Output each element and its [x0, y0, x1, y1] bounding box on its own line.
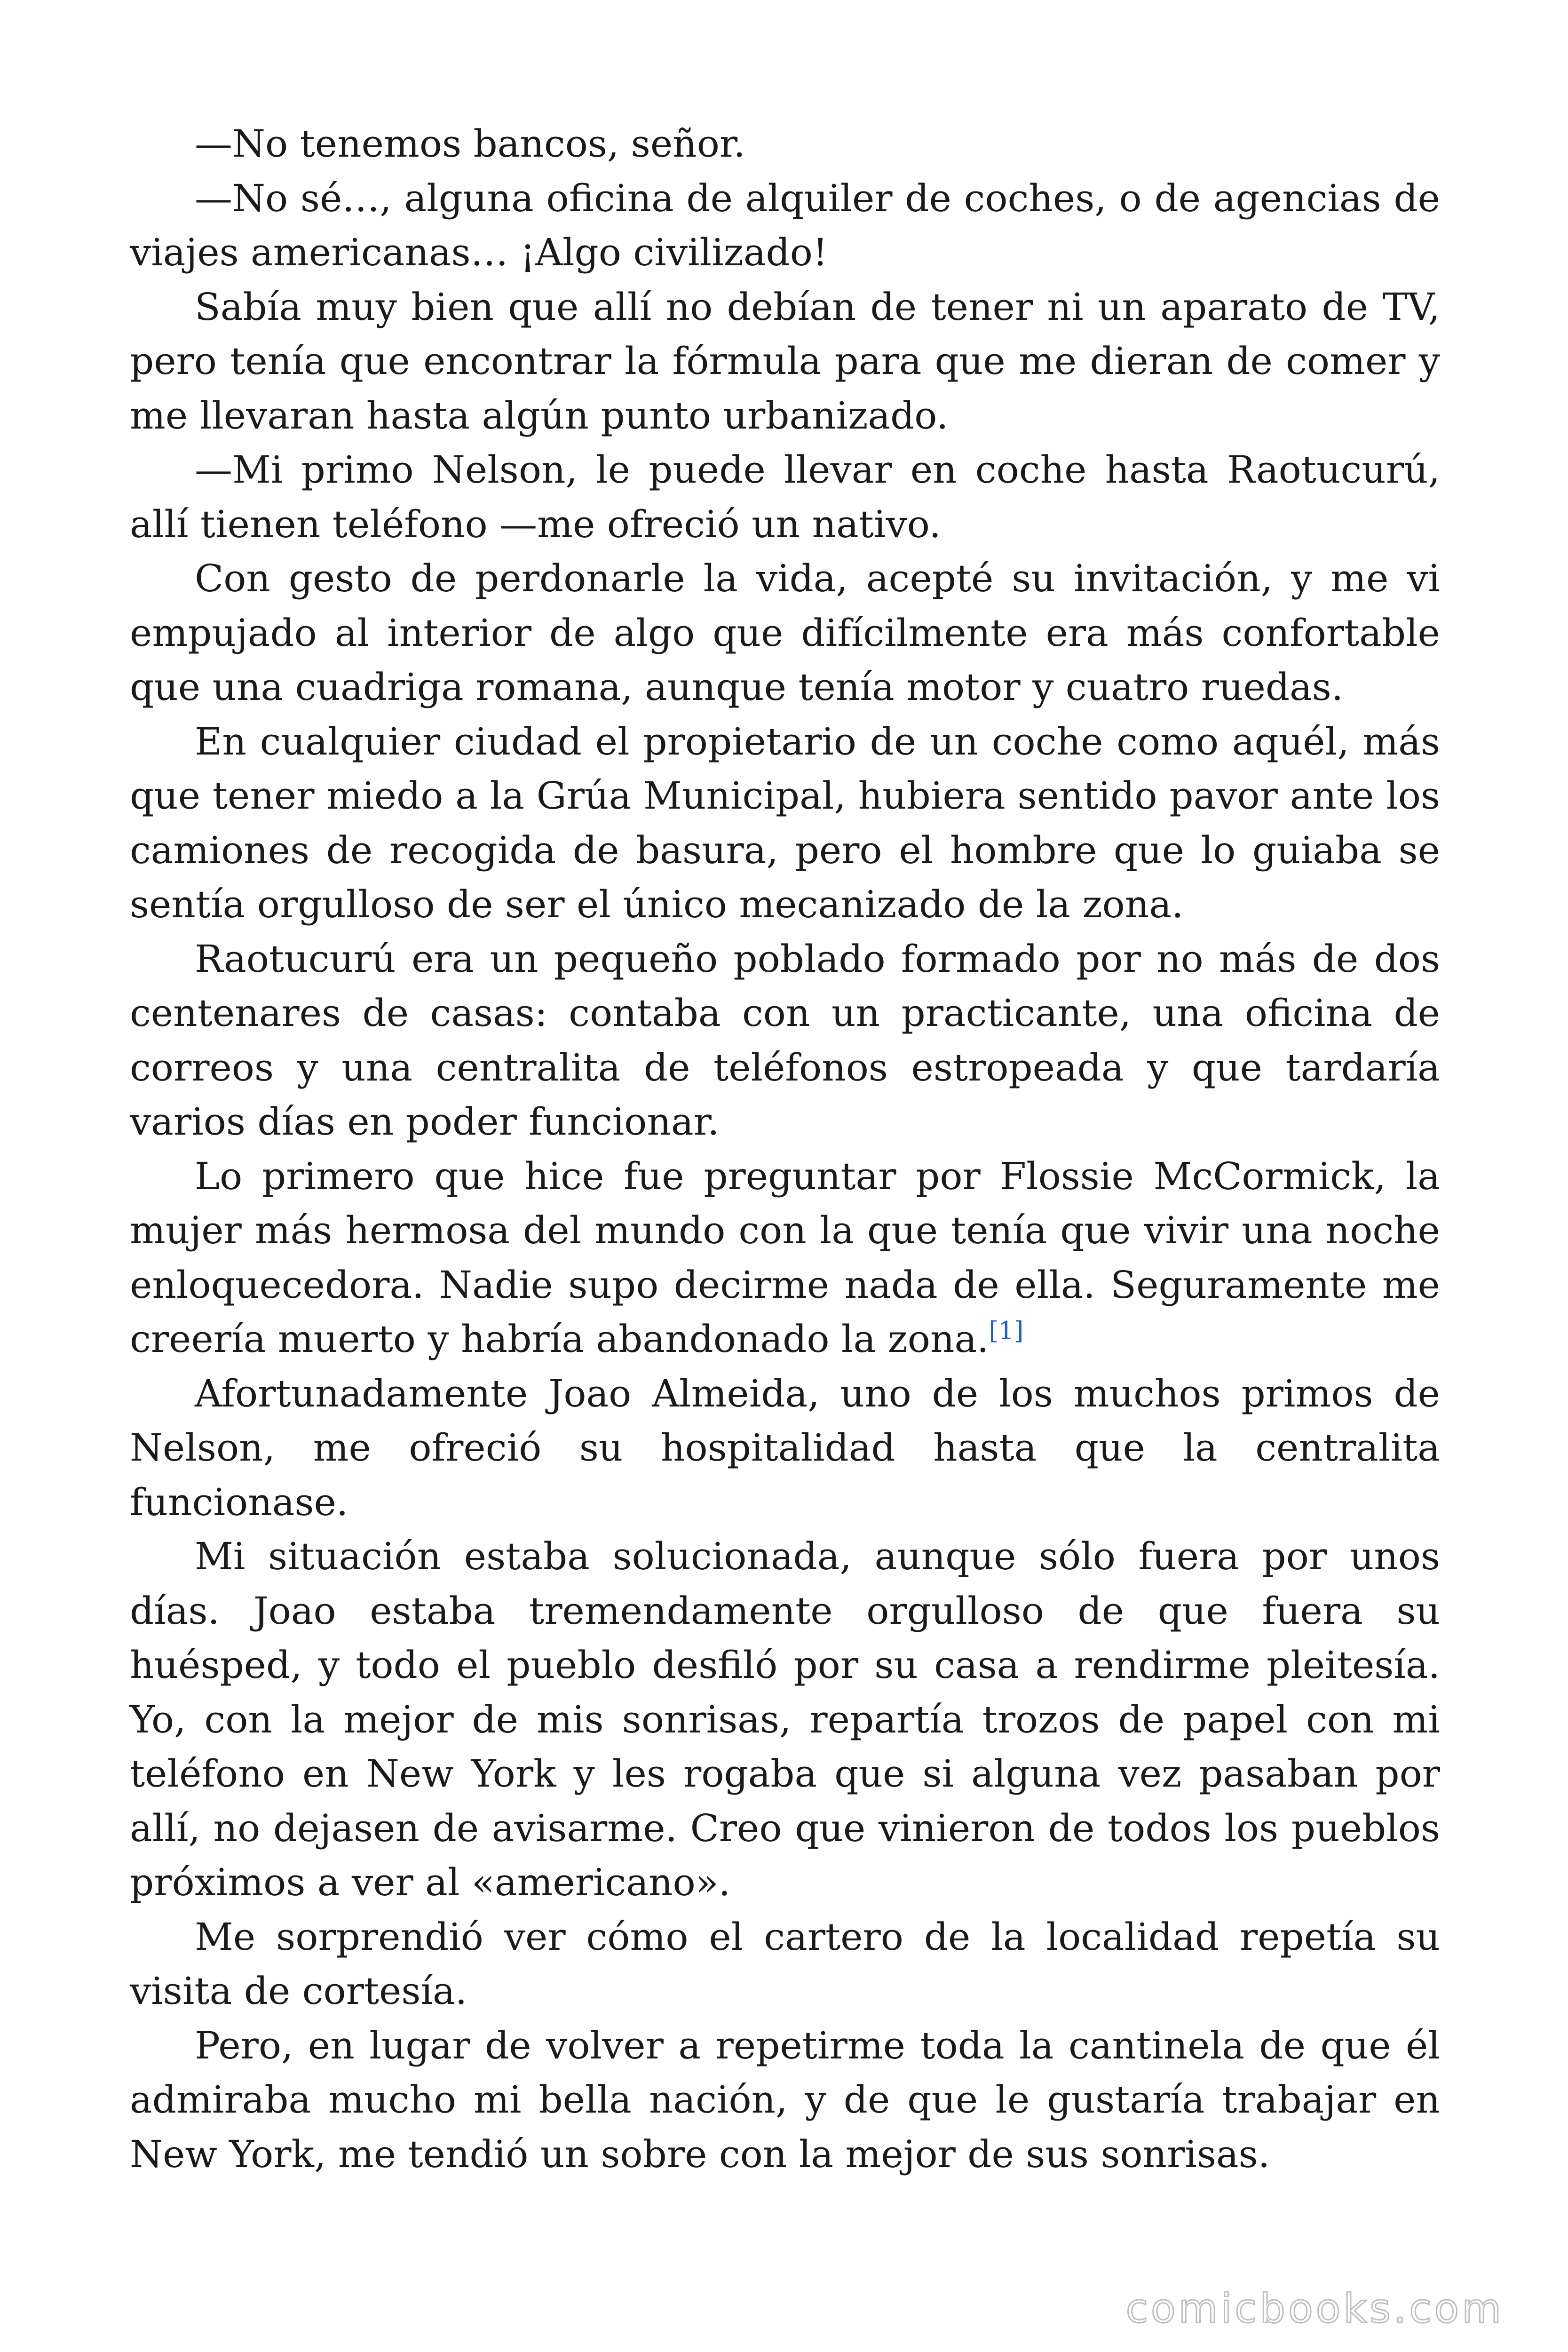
watermark: comicbooks.com — [1125, 2285, 1504, 2332]
paragraph: Raotucurú era un pequeño poblado formado por no más de dos centenares de casas: contaba con un practicante, una oficina de correos y una centralita de teléfonos estropeada y que tardaría varios días en poder funcionar. — [130, 937, 1440, 1144]
paragraph: En cualquier ciudad el propietario de un coche como aquél, más que tener miedo a la Grúa Municipal, hubiera sentido pavor ante los camiones de recogida de basura, pero el hombre que lo guiaba se sentía orgulloso de ser el único mecanizado de la zona. — [130, 719, 1440, 926]
paragraph-with-footnote — [130, 1149, 1440, 1367]
paragraph: Me sorprendió ver cómo el cartero de la localidad repetía su visita de cortesía. — [130, 1915, 1440, 2013]
paragraph-text: Lo primero que hice fue preguntar por Flossie McCormick, la mujer más hermosa del mundo con la que tenía que vivir una noche enloquecedora. Nadie supo decirme nada de ella. Seguramente me creería muerto y habría abandonado la zona. — [130, 1154, 1440, 1361]
footnote-link[interactable]: [1] — [989, 1317, 1024, 1345]
paragraph: —Mi primo Nelson, le puede llevar en coche hasta Raotucurú, allí tienen teléfono —me ofreció un nativo. — [130, 448, 1440, 546]
body-text — [130, 117, 1440, 2181]
paragraph: —No tenemos bancos, señor. — [195, 122, 745, 166]
paragraph: Mi situación estaba solucionada, aunque sólo fuera por unos días. Joao estaba tremendamente orgulloso de que fuera su huésped, y todo el pueblo desfiló por su casa a rendirme pleitesía. Yo, con la mejor de mis sonrisas, repartía trozos de papel con mi teléfono en New York y les rogaba que si alguna vez pasaban por allí, no dejasen de avisarme. Creo que vinieron de todos los pueblos próximos a ver al «americano». — [130, 1534, 1440, 1904]
paragraph: —No sé…, alguna oficina de alquiler de coches, o de agencias de viajes americanas… ¡Algo civilizado! — [130, 176, 1440, 274]
paragraph: Sabía muy bien que allí no debían de tener ni un aparato de TV, pero tenía que encontrar la fórmula para que me dieran de comer y me llevaran hasta algún punto urbanizado. — [130, 285, 1440, 437]
paragraph: Afortunadamente Joao Almeida, uno de los muchos primos de Nelson, me ofreció su hospitalidad hasta que la centralita funcionase. — [130, 1371, 1440, 1524]
paragraph: Pero, en lugar de volver a repetirme toda la cantinela de que él admiraba mucho mi bella nación, y de que le gustaría trabajar en New York, me tendió un sobre con la mejor de sus sonrisas. — [130, 2023, 1440, 2176]
paragraph: Con gesto de perdonarle la vida, acepté su invitación, y me vi empujado al interior de algo que difícilmente era más confortable que una cuadriga romana, aunque tenía motor y cuatro ruedas. — [130, 556, 1440, 709]
